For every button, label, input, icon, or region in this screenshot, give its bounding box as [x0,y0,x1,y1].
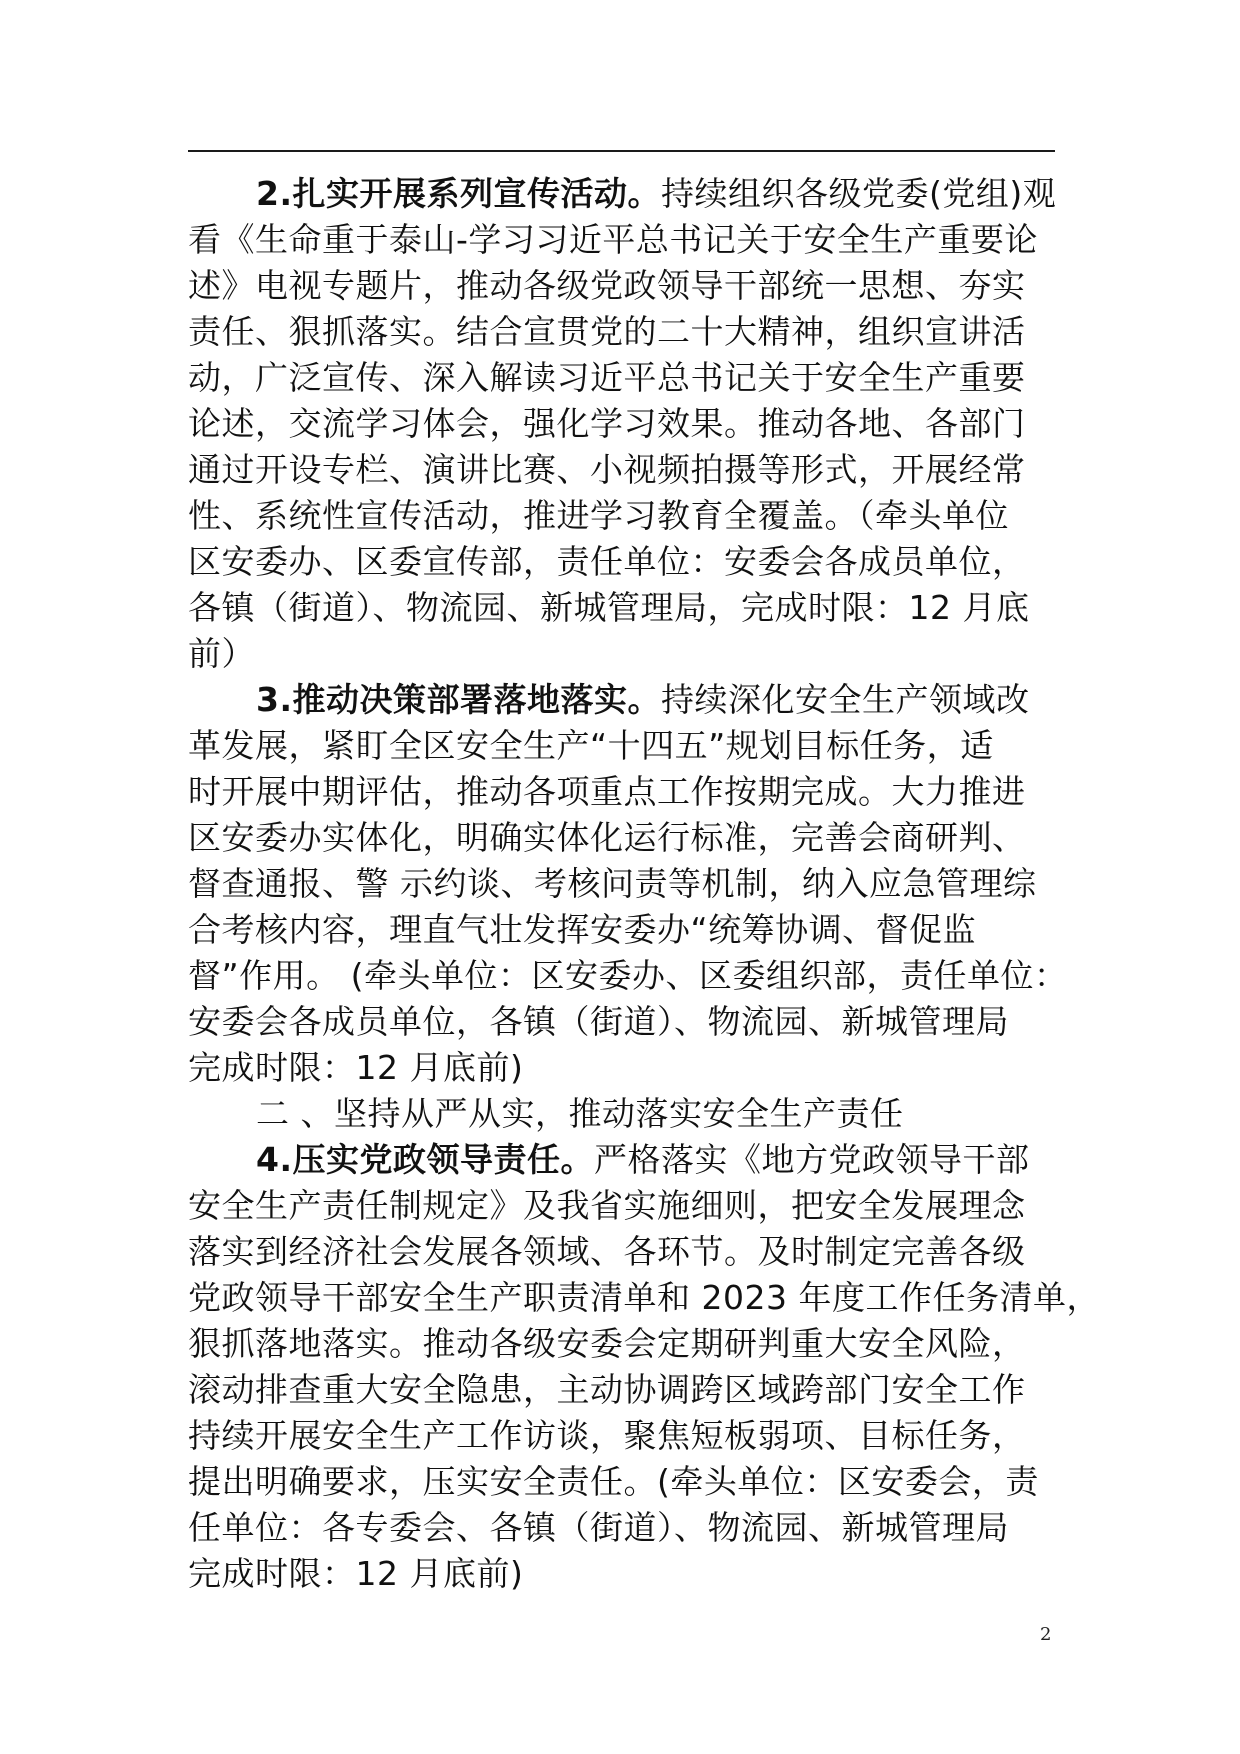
text-line [188,447,1068,493]
item-heading: 2.扎实开展系列宣传活动。 [256,174,661,213]
line-text: 持续开展安全生产工作访谈，聚焦短板弱项、目标任务， [188,1416,1026,1455]
page-number: 2 [1040,1624,1052,1645]
line-text: 持续组织各级党委(党组)观 [661,174,1057,213]
line-text: 任单位：各专委会、各镇（街道）、物流园、新城管理局 [188,1508,1009,1547]
line-text: 完成时限：12 月底前) [188,1554,524,1593]
text-line [188,217,1068,263]
text-line [188,723,1068,769]
text-line [188,861,1068,907]
text-line [188,1275,1100,1321]
line-text: 安全生产责任制规定》及我省实施细则，把安全发展理念 [188,1186,1026,1225]
text-line [188,1551,1068,1597]
line-text: 前） [188,634,255,673]
text-line [188,1229,1068,1275]
text-line [188,953,1068,999]
line-text: 合考核内容，理直气壮发挥安委办“统筹协调、督促监 [188,910,977,949]
line-text: 动，广泛宣传、深入解读习近平总书记关于安全生产重要 [188,358,1026,397]
item-heading: 3.推动决策部署落地落实。 [256,680,661,719]
line-text: 滚动排查重大安全隐患，主动协调跨区域跨部门安全工作 [188,1370,1026,1409]
text-line [188,1183,1068,1229]
text-line [188,263,1068,309]
line-text: 性、系统性宣传活动，推进学习教育全覆盖。（牵头单位 [188,496,1009,535]
text-line [188,1459,1068,1505]
text-line [188,171,1068,217]
line-text: 论述，交流学习体会，强化学习效果。推动各地、各部门 [188,404,1026,443]
line-text: 二 、坚持从严从实，推动落实安全生产责任 [256,1094,904,1133]
text-line [188,309,1068,355]
text-line [188,355,1068,401]
line-text: 落实到经济社会发展各领域、各环节。及时制定完善各级 [188,1232,1026,1271]
text-line [188,631,1068,677]
text-line [188,1413,1068,1459]
header-rule [188,150,1055,152]
line-text: 持续深化安全生产领域改 [661,680,1030,719]
text-line [188,907,1068,953]
text-line [188,1045,1068,1091]
line-text: 督”作用。 (牵头单位：区安委办、区委组织部，责任单位： [188,956,1068,995]
line-text: 安委会各成员单位，各镇（街道）、物流园、新城管理局 [188,1002,1009,1041]
line-text: 狠抓落地落实。推动各级安委会定期研判重大安全风险， [188,1324,1026,1363]
line-text: 各镇（街道）、物流园、新城管理局，完成时限：12 月底 [188,588,1030,627]
text-line [188,1321,1068,1367]
text-line [188,815,1068,861]
text-line [188,999,1068,1045]
text-line [188,493,1068,539]
text-line [188,1505,1068,1551]
line-text: 区安委办实体化，明确实体化运行标准，完善会商研判、 [188,818,1026,857]
text-line [188,1137,1068,1183]
line-text: 严格落实《地方党政领导干部 [594,1140,1030,1179]
text-line [188,677,1068,723]
text-line [188,539,1068,585]
line-text: 督查通报、警 示约谈、考核问责等机制，纳入应急管理综 [188,864,1037,903]
line-text: 时开展中期评估，推动各项重点工作按期完成。大力推进 [188,772,1026,811]
document-body [188,171,1100,1597]
text-line [188,401,1068,447]
text-line [188,769,1068,815]
line-text: 通过开设专栏、演讲比赛、小视频拍摄等形式，开展经常 [188,450,1026,489]
line-text: 区安委办、区委宣传部，责任单位：安委会各成员单位， [188,542,1026,581]
text-line [188,585,1068,631]
text-line [188,1091,1068,1137]
line-text: 党政领导干部安全生产职责清单和 2023 年度工作任务清单， [188,1278,1100,1317]
item-heading: 4.压实党政领导责任。 [256,1140,594,1179]
line-text: 责任、狠抓落实。结合宣贯党的二十大精神，组织宣讲活 [188,312,1026,351]
line-text: 述》电视专题片，推动各级党政领导干部统一思想、夯实 [188,266,1026,305]
line-text: 看《生命重于泰山-学习习近平总书记关于安全生产重要论 [188,220,1038,259]
line-text: 革发展，紧盯全区安全生产“十四五”规划目标任务，适 [188,726,994,765]
text-line [188,1367,1068,1413]
line-text: 完成时限：12 月底前) [188,1048,524,1087]
line-text: 提出明确要求，压实安全责任。(牵头单位：区安委会，责 [188,1462,1039,1501]
